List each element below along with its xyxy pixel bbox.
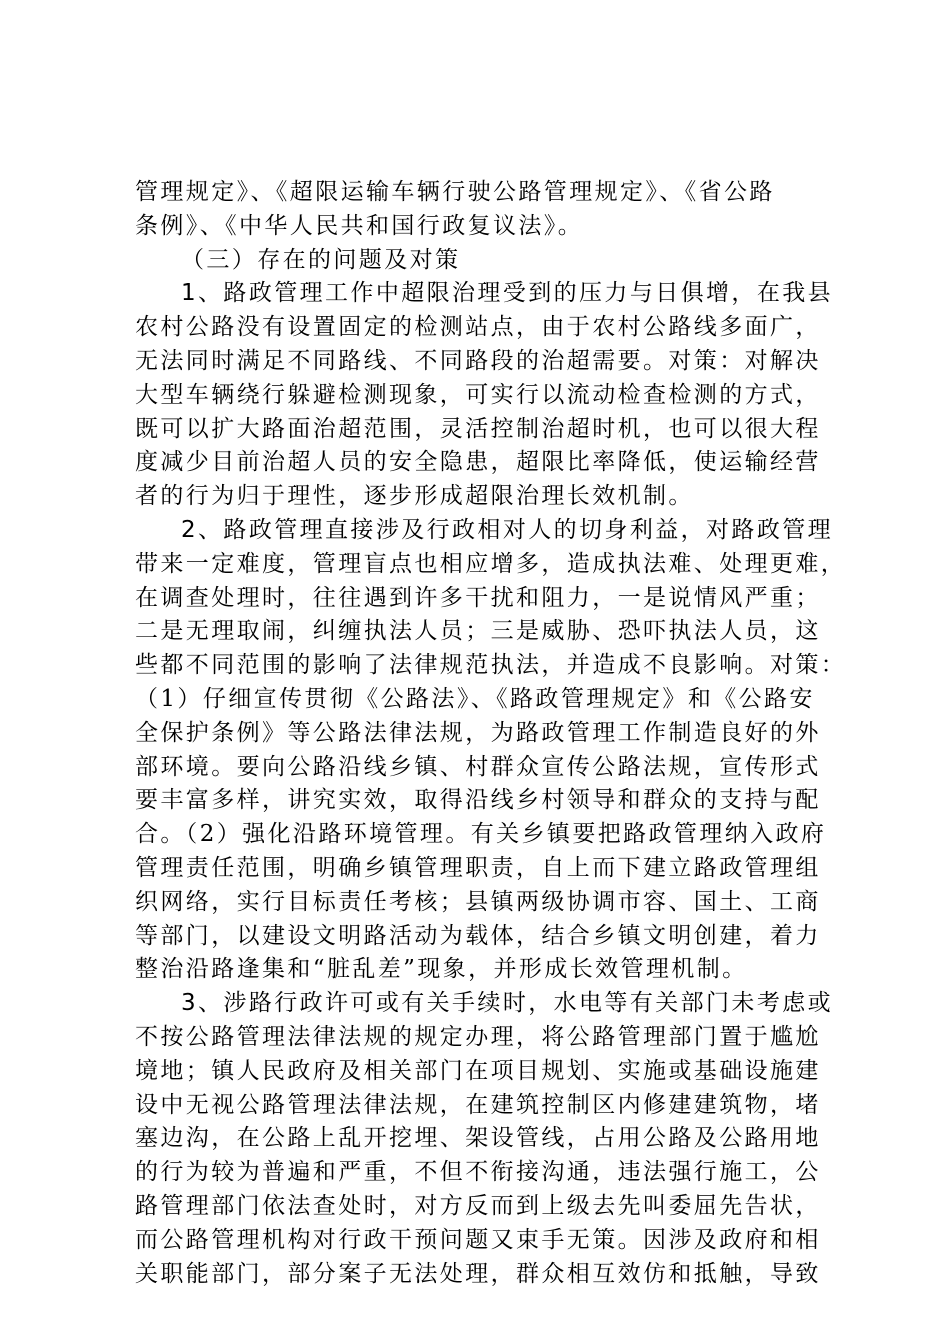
paragraph-first-line: 2、路政管理直接涉及行政相对人的切身利益，对路政管理 — [181, 516, 834, 543]
text-line: 塞边沟，在公路上乱开挖埋、架设管线，占用公路及公路用地 — [135, 1125, 821, 1152]
text-line: 管理责任范围，明确乡镇管理职责，自上而下建立路政管理组 — [135, 854, 821, 881]
text-line: （1）仔细宣传贯彻《公路法》、《路政管理规定》和《公路安 — [135, 685, 815, 712]
text-line: 要丰富多样，讲究实效，取得沿线乡村领导和群众的支持与配 — [135, 787, 821, 814]
text-line: 带来一定难度，管理盲点也相应增多，造成执法难、处理更难， — [135, 550, 847, 577]
text-line: 的行为较为普遍和严重，不但不衔接沟通，违法强行施工，公 — [135, 1159, 821, 1186]
text-line: 关职能部门，部分案子无法处理，群众相互效仿和抵触，导致 — [135, 1260, 821, 1287]
text-line: 既可以扩大路面治超范围，灵活控制治超时机，也可以很大程 — [135, 415, 821, 442]
body-text — [135, 176, 847, 1291]
text-line: 而公路管理机构对行政干预问题又束手无策。因涉及政府和相 — [135, 1226, 821, 1253]
text-line: 二是无理取闹，纠缠执法人员；三是威胁、恐吓执法人员，这 — [135, 618, 821, 645]
text-line: 农村公路没有设置固定的检测站点，由于农村公路线多面广， — [135, 314, 821, 341]
text-line: 无法同时满足不同路线、不同路段的治超需要。对策：对解决 — [135, 347, 821, 374]
text-line: 设中无视公路管理法律法规，在建筑控制区内修建建筑物，堵 — [135, 1091, 821, 1118]
text-line: 织网络，实行目标责任考核；县镇两级协调市容、国土、工商 — [135, 888, 821, 915]
text-line: 等部门，以建设文明路活动为载体，结合乡镇文明创建，着力 — [135, 922, 821, 949]
text-line: 大型车辆绕行躲避检测现象，可实行以流动检查检测的方式， — [135, 381, 821, 408]
text-line: 部环境。要向公路沿线乡镇、村群众宣传公路法规，宣传形式 — [135, 753, 821, 780]
text-line: 整治沿路逢集和“脏乱差”现象，并形成长效管理机制。 — [135, 956, 748, 983]
paragraph-first-line: （三）存在的问题及对策 — [181, 246, 461, 273]
text-line: 些都不同范围的影响了法律规范执法，并造成不良影响。对策： — [135, 652, 847, 679]
text-line: 路管理部门依法查处时，对方反而到上级去先叫委屈先告状， — [135, 1192, 821, 1219]
paragraph-first-line: 3、涉路行政许可或有关手续时，水电等有关部门未考虑或 — [181, 990, 834, 1017]
text-line: 者的行为归于理性，逐步形成超限治理长效机制。 — [135, 483, 694, 510]
text-line: 合。（2）强化沿路环境管理。有关乡镇要把路政管理纳入政府 — [135, 821, 827, 848]
text-line: 在调查处理时，往往遇到许多干扰和阻力，一是说情风严重； — [135, 584, 821, 611]
text-line: 管理规定》、《超限运输车辆行驶公路管理规定》、《省公路 — [135, 179, 775, 205]
text-line: 全保护条例》等公路法律法规，为路政管理工作制造良好的外 — [135, 719, 821, 746]
text-line: 不按公路管理法律法规的规定办理，将公路管理部门置于尴尬 — [135, 1023, 821, 1050]
text-line: 条例》、《中华人民共和国行政复议法》。 — [135, 212, 584, 239]
paragraph-first-line: 1、路政管理工作中超限治理受到的压力与日俱增，在我县 — [181, 280, 834, 307]
text-line: 境地；镇人民政府及相关部门在项目规划、实施或基础设施建 — [135, 1057, 821, 1084]
text-line: 度减少目前治超人员的安全隐患，超限比率降低，使运输经营 — [135, 449, 821, 476]
